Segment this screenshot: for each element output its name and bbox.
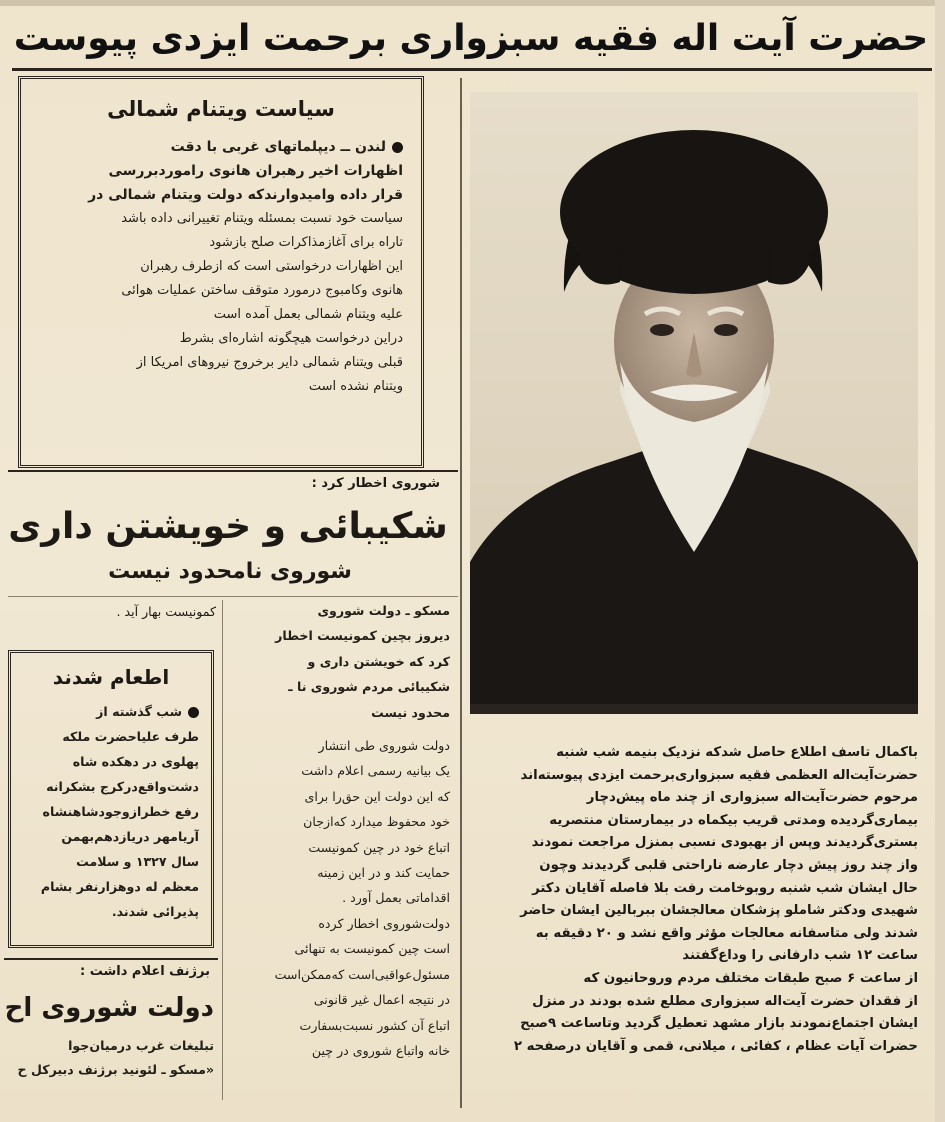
soviet-line: اتباع خود در چین کمونیست bbox=[308, 839, 450, 855]
bottom-left-line: «مسکو ـ لئونید برژنف دبیرکل ح bbox=[17, 1062, 214, 1077]
caption-line: حضرت‌آیت‌اله العظمی فقیه سبزواری‌برحمت ایزدی پیوسته‌اند bbox=[520, 767, 918, 783]
feeding-line: معظم له دوهزارنفر بشام bbox=[40, 879, 199, 894]
vietnam-line: ویتنام نشده است bbox=[308, 379, 403, 394]
caption-line: مرحوم حضرت‌آیت‌اله سبزواری از چند ماه پیش‌دچار bbox=[586, 790, 918, 806]
vietnam-line: هانوی وکامبوج درمورد متوقف ساختن عملیات هوائی bbox=[121, 283, 403, 298]
feeding-box-body bbox=[11, 689, 211, 924]
portrait-photo bbox=[470, 92, 918, 714]
top-edge bbox=[0, 0, 945, 6]
vietnam-line: سیاست خود نسبت بمسئله ویتنام تغییرانی داده باشد bbox=[121, 211, 403, 226]
soviet-title: شکیبائی و خویشتن داری bbox=[8, 506, 448, 547]
caption-line: حال ایشان شب شنبه روبوخامت رفت بلا فاصله آقایان دکتر bbox=[532, 880, 918, 896]
vietnam-line: تاراه برای آغازمذاکرات صلح بازشود bbox=[209, 235, 403, 250]
section-rule bbox=[4, 958, 218, 960]
caption-line: از ساعت ۶ صبح طبقات مختلف مردم وروحانیون که bbox=[583, 970, 918, 986]
soviet-subtitle: شوروی نامحدود نیست bbox=[108, 559, 352, 584]
right-edge bbox=[935, 0, 945, 1122]
soviet-line: که این دولت این حق‌را برای bbox=[304, 788, 450, 804]
feeding-line: دشت‌واقع‌درکرج بشکرانه bbox=[46, 779, 199, 794]
vietnam-line: دراین درخواست هیچگونه اشاره‌ای بشرط bbox=[179, 331, 403, 346]
left-snippet: کمونیست بهار آید . bbox=[116, 604, 216, 619]
soviet-bold-line: شکیبائی مردم شوروی نا ـ bbox=[288, 679, 450, 695]
soviet-line: خود محفوظ میدارد که‌ازجان bbox=[303, 814, 450, 830]
caption-line: شدند ولی متاسفانه معالجات مؤثر واقع نشد و ۲۰ دقیقه به bbox=[535, 925, 918, 941]
photo-caption bbox=[470, 742, 918, 1058]
soviet-line: دولت‌شوروی اخطار کرده bbox=[318, 915, 450, 931]
soviet-lead: مسکو ـ دولت شوروی bbox=[317, 603, 450, 618]
caption-line: باکمال تاسف اطلاع حاصل شدکه نزدیک بنیمه شب شنبه bbox=[556, 745, 918, 760]
feeding-line: رفع خطرازوجودشاهنشاه bbox=[42, 804, 199, 819]
soviet-line: اقداماتی بعمل آورد . bbox=[342, 890, 450, 906]
section-rule bbox=[8, 470, 458, 472]
vietnam-bold-line: قرار داده وامیدوارندکه دولت ویتنام شمالی در bbox=[88, 187, 403, 203]
caption-line: ایشان اجتماع‌نمودند بازار مشهد تعطیل گردید وتاساعت ۹صبح bbox=[520, 1016, 918, 1032]
bottom-left-title: دولت شوروی اح bbox=[4, 993, 214, 1023]
vietnam-box bbox=[18, 76, 424, 468]
bottom-left-body bbox=[4, 1034, 214, 1082]
vietnam-bold-line: اظهارات اخیر رهبران هانوی راموردبررسی bbox=[108, 163, 403, 179]
bullet-icon bbox=[392, 142, 403, 153]
bottom-left-line: تبلیغات غرب درمیان‌جوا bbox=[68, 1038, 214, 1053]
soviet-line: دولت شوروی طی انتشار bbox=[318, 738, 450, 754]
vietnam-line: قبلی ویتنام شمالی دایر برخروج نیروهای امریکا از bbox=[136, 355, 403, 370]
soviet-line: حمایت کند و در این زمینه bbox=[317, 865, 450, 881]
feeding-line: آریامهر دریازدهم‌بهمن bbox=[61, 829, 199, 844]
soviet-line: در نتیجه اعمال غیر قانونی bbox=[313, 992, 450, 1008]
vietnam-box-body bbox=[21, 121, 421, 399]
vietnam-box-title: سیاست ویتنام شمالی bbox=[107, 97, 335, 121]
caption-line: واز چند روز پیش دچار عارضه ناراحتی قلبی گردیدند وچون bbox=[539, 857, 918, 873]
caption-line: بستری‌گردیدند وپس از بهبودی نسبی بمنزل مراجعت نمودند bbox=[531, 835, 918, 851]
vietnam-lead-text: لندن ــ دیپلماتهای غربی با دقت bbox=[170, 139, 386, 155]
soviet-bold-line: کرد که خویشتن داری و bbox=[307, 653, 450, 669]
column-divider bbox=[460, 78, 462, 1108]
caption-line: از فقدان حضرت آیت‌اله سبزواری مطلع شده بودند در منزل bbox=[532, 993, 918, 1009]
portrait-illustration bbox=[470, 92, 918, 714]
inner-column-divider bbox=[222, 600, 223, 1100]
soviet-kicker: شوروی اخطار کرد : bbox=[311, 476, 440, 491]
caption-line: شهیدی ودکتر شاملو پزشکان معالجشان ببربالین ایشان حاضر bbox=[520, 903, 918, 919]
soviet-line: مسئول‌عواقبی‌است که‌ممکن‌است bbox=[274, 966, 450, 982]
feeding-line: طرف علیاحضرت ملکه bbox=[62, 729, 199, 744]
soviet-line: اتباع آن کشور نسبت‌بسفارت bbox=[299, 1017, 450, 1033]
caption-line: ساعت ۱۲ شب دارفانی را وداع‌گفتند bbox=[682, 948, 918, 964]
headline-rule bbox=[12, 68, 932, 71]
vietnam-line: این اظهارات درخواستی است که ازطرف رهبران bbox=[140, 259, 403, 274]
soviet-line: است چین کمونیست به تنهائی bbox=[294, 941, 450, 957]
soviet-bold-line: دیروز بچین کمونیست اخطار bbox=[275, 628, 450, 644]
feeding-line bbox=[21, 699, 199, 724]
feeding-line: پذیرائی شدند. bbox=[111, 904, 199, 919]
caption-line: حضرات آیات عظام ، کفائی ، میلانی، قمی و آقایان درصفحه ۲ bbox=[513, 1038, 918, 1054]
feeding-line: پهلوی در دهکده شاه bbox=[72, 754, 199, 769]
feeding-line: سال ۱۳۲۷ و سلامت bbox=[76, 854, 199, 869]
vietnam-line: علیه ویتنام شمالی بعمل آمده است bbox=[213, 307, 403, 322]
soviet-line: یک بیانیه رسمی اعلام داشت bbox=[301, 763, 450, 779]
soviet-line: خانه واتباع شوروی در چین bbox=[311, 1042, 450, 1058]
feeding-line-text: شب گذشته از bbox=[96, 704, 182, 719]
main-headline: حضرت آیت اله فقیه سبزواری برحمت ایزدی پیوست bbox=[13, 18, 929, 59]
soviet-article-body bbox=[228, 598, 450, 1063]
soviet-bold-line: محدود نیست bbox=[371, 704, 450, 720]
vietnam-lead bbox=[37, 135, 403, 159]
feeding-box bbox=[8, 650, 214, 948]
section-rule bbox=[8, 596, 458, 597]
caption-line: بیماری‌گردیده ومدتی قریب بیکماه در بیمارستان منتصریه bbox=[549, 812, 918, 828]
bottom-left-kicker: برژنف اعلام داشت : bbox=[80, 964, 210, 979]
bullet-icon bbox=[188, 707, 199, 718]
feeding-box-title: اطعام شدند bbox=[52, 665, 170, 689]
